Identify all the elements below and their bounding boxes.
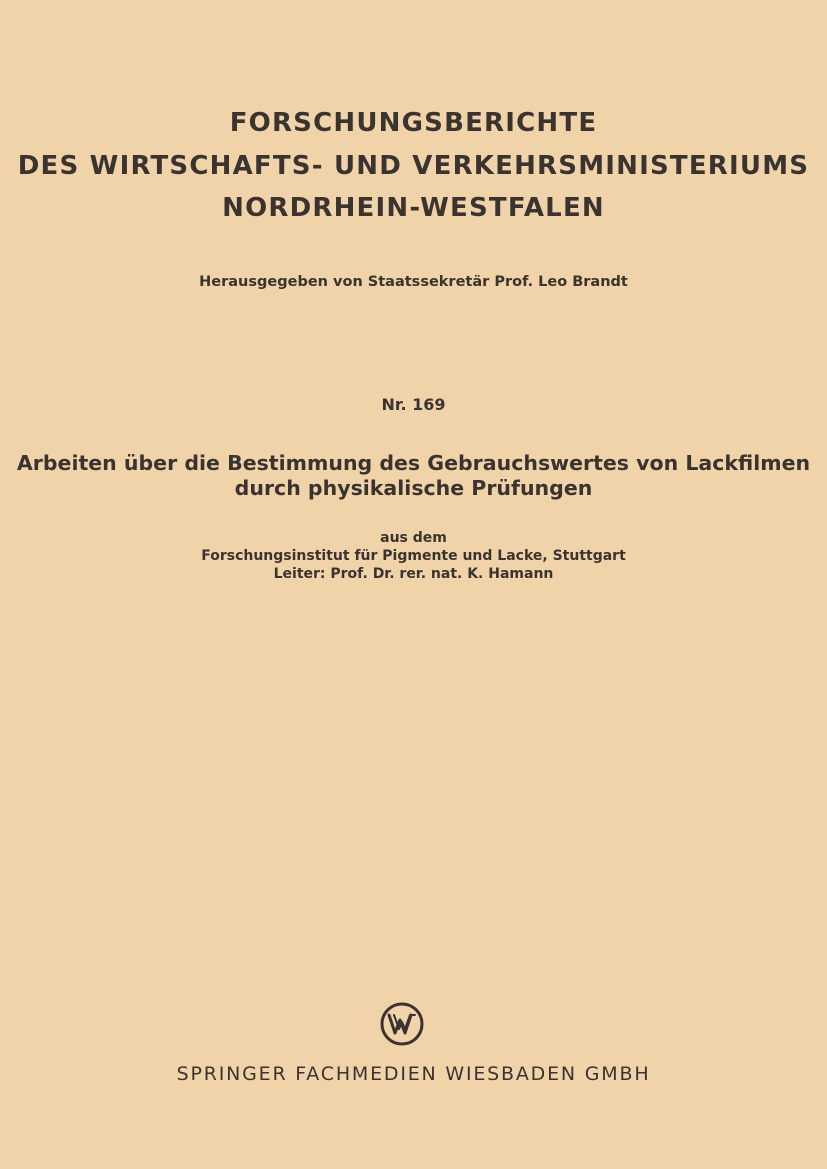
report-title-line-2: durch physikalische Prüfungen [234,476,593,500]
series-title-line-3: NORDRHEIN-WESTFALEN [222,193,605,223]
report-number: Nr. 169 [381,395,446,414]
editor-line: Herausgegeben von Staatssekretär Prof. Leo Brandt [199,274,628,290]
institute-director: Leiter: Prof. Dr. rer. nat. K. Hamann [273,566,554,582]
springer-vw-logo-icon [380,1002,424,1046]
institute-name: Forschungsinstitut für Pigmente und Lacke, Stuttgart [201,548,626,564]
series-title-line-2: DES WIRTSCHAFTS- UND VERKEHRSMINISTERIUMS [17,151,810,181]
origin-intro: aus dem [380,530,447,546]
series-title-line-1: FORSCHUNGSBERICHTE [229,108,598,138]
report-title-line-1: Arbeiten über die Bestimmung des Gebrauchswertes von Lackfilmen [16,451,811,475]
publisher-name: SPRINGER FACHMEDIEN WIESBADEN GMBH [176,1063,651,1085]
